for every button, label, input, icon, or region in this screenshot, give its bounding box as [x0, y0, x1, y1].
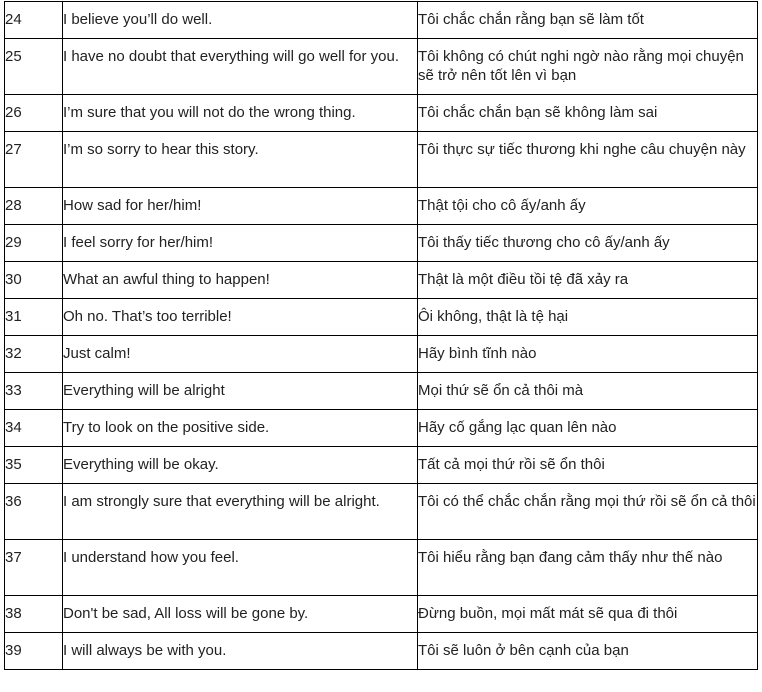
table-body	[5, 2, 758, 670]
row-number: 33	[5, 373, 63, 410]
table-row	[5, 132, 758, 188]
table-row	[5, 540, 758, 596]
row-number: 27	[5, 132, 63, 188]
vietnamese-translation: Tôi sẽ luôn ở bên cạnh của bạn	[418, 633, 758, 670]
vietnamese-translation: Tôi chắc chắn bạn sẽ không làm sai	[418, 95, 758, 132]
english-phrase: Everything will be alright	[63, 373, 418, 410]
vietnamese-translation: Tất cả mọi thứ rồi sẽ ổn thôi	[418, 447, 758, 484]
table-row	[5, 336, 758, 373]
row-number: 37	[5, 540, 63, 596]
row-number: 34	[5, 410, 63, 447]
english-phrase: Try to look on the positive side.	[63, 410, 418, 447]
row-number: 29	[5, 225, 63, 262]
row-number: 39	[5, 633, 63, 670]
vietnamese-translation: Đừng buồn, mọi mất mát sẽ qua đi thôi	[418, 596, 758, 633]
table-row	[5, 373, 758, 410]
english-phrase: How sad for her/him!	[63, 188, 418, 225]
english-phrase: I understand how you feel.	[63, 540, 418, 596]
vietnamese-translation: Tôi thực sự tiếc thương khi nghe câu chuyện này	[418, 132, 758, 188]
row-number: 35	[5, 447, 63, 484]
english-phrase: What an awful thing to happen!	[63, 262, 418, 299]
vietnamese-translation: Mọi thứ sẽ ổn cả thôi mà	[418, 373, 758, 410]
english-phrase: Oh no. That’s too terrible!	[63, 299, 418, 336]
vietnamese-translation: Hãy cố gắng lạc quan lên nào	[418, 410, 758, 447]
vietnamese-translation: Thật tội cho cô ấy/anh ấy	[418, 188, 758, 225]
english-phrase: Don't be sad, All loss will be gone by.	[63, 596, 418, 633]
table-row	[5, 39, 758, 95]
table-row	[5, 633, 758, 670]
vietnamese-translation: Ôi không, thật là tệ hại	[418, 299, 758, 336]
table-row	[5, 410, 758, 447]
phrase-table	[4, 1, 758, 670]
row-number: 32	[5, 336, 63, 373]
vietnamese-translation: Tôi có thể chắc chắn rằng mọi thứ rồi sẽ ổn cả thôi	[418, 484, 758, 540]
vietnamese-translation: Tôi chắc chắn rằng bạn sẽ làm tốt	[418, 2, 758, 39]
english-phrase: I feel sorry for her/him!	[63, 225, 418, 262]
vietnamese-translation: Tôi hiểu rằng bạn đang cảm thấy như thế nào	[418, 540, 758, 596]
english-phrase: I’m so sorry to hear this story.	[63, 132, 418, 188]
table-row	[5, 596, 758, 633]
row-number: 31	[5, 299, 63, 336]
row-number: 30	[5, 262, 63, 299]
table-row	[5, 299, 758, 336]
vietnamese-translation: Hãy bình tĩnh nào	[418, 336, 758, 373]
vietnamese-translation: Tôi không có chút nghi ngờ nào rằng mọi chuyện sẽ trở nên tốt lên vì bạn	[418, 39, 758, 95]
english-phrase: I will always be with you.	[63, 633, 418, 670]
english-phrase: Everything will be okay.	[63, 447, 418, 484]
english-phrase: I’m sure that you will not do the wrong thing.	[63, 95, 418, 132]
table-row	[5, 188, 758, 225]
english-phrase: I have no doubt that everything will go well for you.	[63, 39, 418, 95]
table-row	[5, 484, 758, 540]
table-row	[5, 225, 758, 262]
row-number: 26	[5, 95, 63, 132]
table-row	[5, 95, 758, 132]
vietnamese-translation: Thật là một điều tồi tệ đã xảy ra	[418, 262, 758, 299]
table-row	[5, 2, 758, 39]
row-number: 36	[5, 484, 63, 540]
english-phrase: Just calm!	[63, 336, 418, 373]
english-phrase: I am strongly sure that everything will be alright.	[63, 484, 418, 540]
row-number: 28	[5, 188, 63, 225]
row-number: 38	[5, 596, 63, 633]
vietnamese-translation: Tôi thấy tiếc thương cho cô ấy/anh ấy	[418, 225, 758, 262]
row-number: 25	[5, 39, 63, 95]
table-row	[5, 447, 758, 484]
table-row	[5, 262, 758, 299]
english-phrase: I believe you’ll do well.	[63, 2, 418, 39]
row-number: 24	[5, 2, 63, 39]
